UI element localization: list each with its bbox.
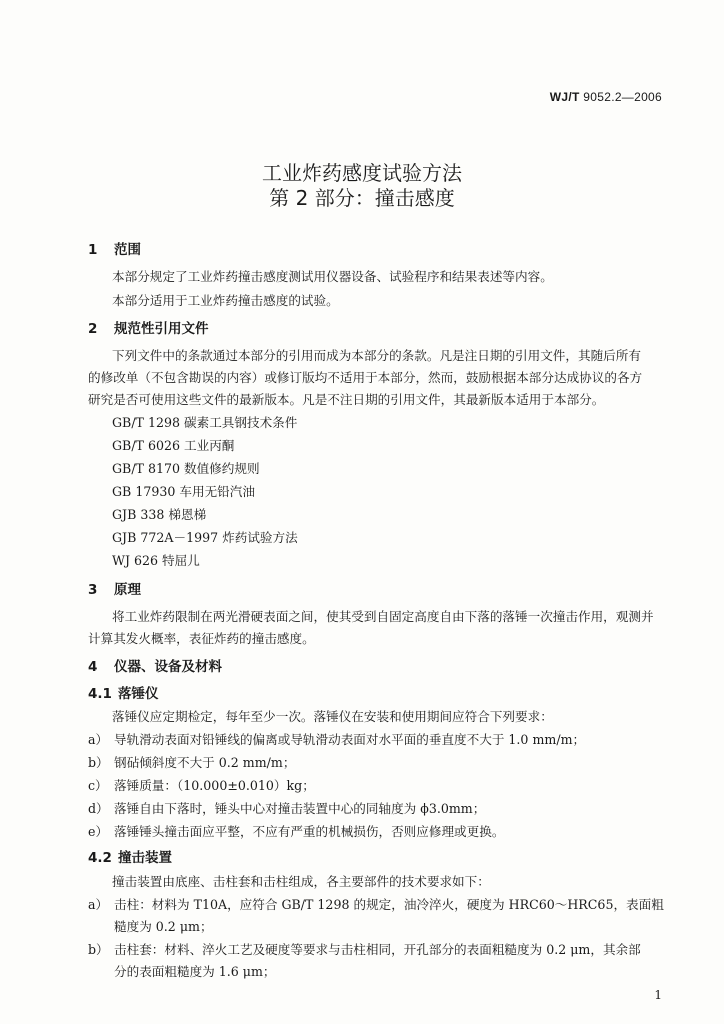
subsection-4-2-heading <box>88 846 172 866</box>
section-1-heading <box>88 238 141 258</box>
list-item <box>88 894 664 913</box>
list-item <box>88 775 315 794</box>
list-text: 落锤自由下落时，锤头中心对撞击装置中心的同轴度为 ϕ3.0mm； <box>114 801 486 816</box>
scope-paragraph-1: 本部分规定了工业炸药撞击感度测试用仪器设备、试验程序和结果表述等内容。 <box>112 269 553 284</box>
section-number: 1 <box>88 242 98 258</box>
list-text: 落锤质量：（10.000±0.010）kg； <box>114 778 315 793</box>
list-label: e） <box>88 824 109 839</box>
subsection-number: 4.1 <box>88 686 112 702</box>
list-item <box>88 798 485 817</box>
list-item <box>88 752 295 771</box>
section-3-heading <box>88 578 141 598</box>
subsection-title: 落锤仪 <box>118 686 159 702</box>
list-text: 导轨滑动表面对铅锤线的偏离或导轨滑动表面对水平面的垂直度不大于 1.0 mm/m； <box>114 732 586 747</box>
principle-line-2: 计算其发火概率，表征炸药的撞击感度。 <box>88 631 315 646</box>
reference-item: GB 17930 车用无铅汽油 <box>112 484 255 499</box>
list-label: b） <box>88 942 109 957</box>
reference-item: WJ 626 特屈儿 <box>112 553 200 568</box>
reference-item: GB/T 8170 数值修约规则 <box>112 461 260 476</box>
section-title: 原理 <box>114 582 141 598</box>
list-label: a） <box>88 732 109 747</box>
reference-item: GJB 772A－1997 炸药试验方法 <box>112 530 298 545</box>
section-title: 范围 <box>114 242 141 258</box>
list-item <box>88 939 641 958</box>
list-item <box>88 821 504 840</box>
list-label: c） <box>88 778 108 793</box>
page-number: 1 <box>654 988 662 1002</box>
subsection-title: 撞击装置 <box>118 850 172 866</box>
list-text: 击柱：材料为 T10A，应符合 GB/T 1298 的规定，油冷淬火，硬度为 HRC60～HRC65，表面粗 <box>114 897 664 912</box>
section-2-heading <box>88 317 209 337</box>
reference-item: GJB 338 梯恩梯 <box>112 507 207 522</box>
scope-paragraph-2: 本部分适用于工业炸药撞击感度的试验。 <box>112 293 339 308</box>
list-label: b） <box>88 755 109 770</box>
standard-prefix: WJ/T <box>549 90 580 104</box>
standard-number <box>550 90 662 104</box>
section-number: 4 <box>88 659 98 675</box>
drop-hammer-intro: 落锤仪应定期检定，每年至少一次。落锤仪在安装和使用期间应符合下列要求： <box>112 709 553 724</box>
section-title: 仪器、设备及材料 <box>114 659 222 675</box>
references-intro-line-1: 下列文件中的条款通过本部分的引用而成为本部分的条款。凡是注日期的引用文件，其随后所有 <box>112 348 641 363</box>
list-text-continuation: 分的表面粗糙度为 1.6 μm； <box>114 964 276 979</box>
list-text: 落锤锤头撞击面应平整，不应有严重的机械损伤，否则应修理或更换。 <box>114 824 505 839</box>
references-intro-line-3: 研究是否可使用这些文件的最新版本。凡是不注日期的引用文件，其最新版本适用于本部分。 <box>88 392 605 407</box>
list-text: 钢砧倾斜度不大于 0.2 mm/m； <box>114 755 296 770</box>
subsection-number: 4.2 <box>88 850 112 866</box>
list-text-continuation: 糙度为 0.2 μm； <box>114 919 213 934</box>
standard-code: 9052.2—2006 <box>583 90 662 104</box>
section-number: 2 <box>88 321 98 337</box>
document-subtitle: 第 2 部分：撞击感度 <box>269 186 455 210</box>
list-label: d） <box>88 801 109 816</box>
document-title: 工业炸药感度试验方法 <box>262 161 462 185</box>
list-item <box>88 729 585 748</box>
principle-line-1: 将工业炸药限制在两光滑硬表面之间，使其受到自固定高度自由下落的落锤一次撞击作用，观测并 <box>112 609 654 624</box>
subsection-4-1-heading <box>88 682 159 702</box>
section-title: 规范性引用文件 <box>114 321 209 337</box>
reference-item: GB/T 6026 工业丙酮 <box>112 438 235 453</box>
list-label: a） <box>88 897 109 912</box>
section-number: 3 <box>88 582 98 598</box>
references-intro-line-2: 的修改单（不包含勘误的内容）或修订版均不适用于本部分，然而，鼓励根据本部分达成协议的各方 <box>88 370 643 385</box>
reference-item: GB/T 1298 碳素工具钢技术条件 <box>112 415 298 430</box>
section-4-heading <box>88 655 222 675</box>
impact-device-intro: 撞击装置由底座、击柱套和击柱组成，各主要部件的技术要求如下： <box>112 874 490 889</box>
list-text: 击柱套：材料、淬火工艺及硬度等要求与击柱相同，开孔部分的表面粗糙度为 0.2 μm，其余部 <box>114 942 641 957</box>
